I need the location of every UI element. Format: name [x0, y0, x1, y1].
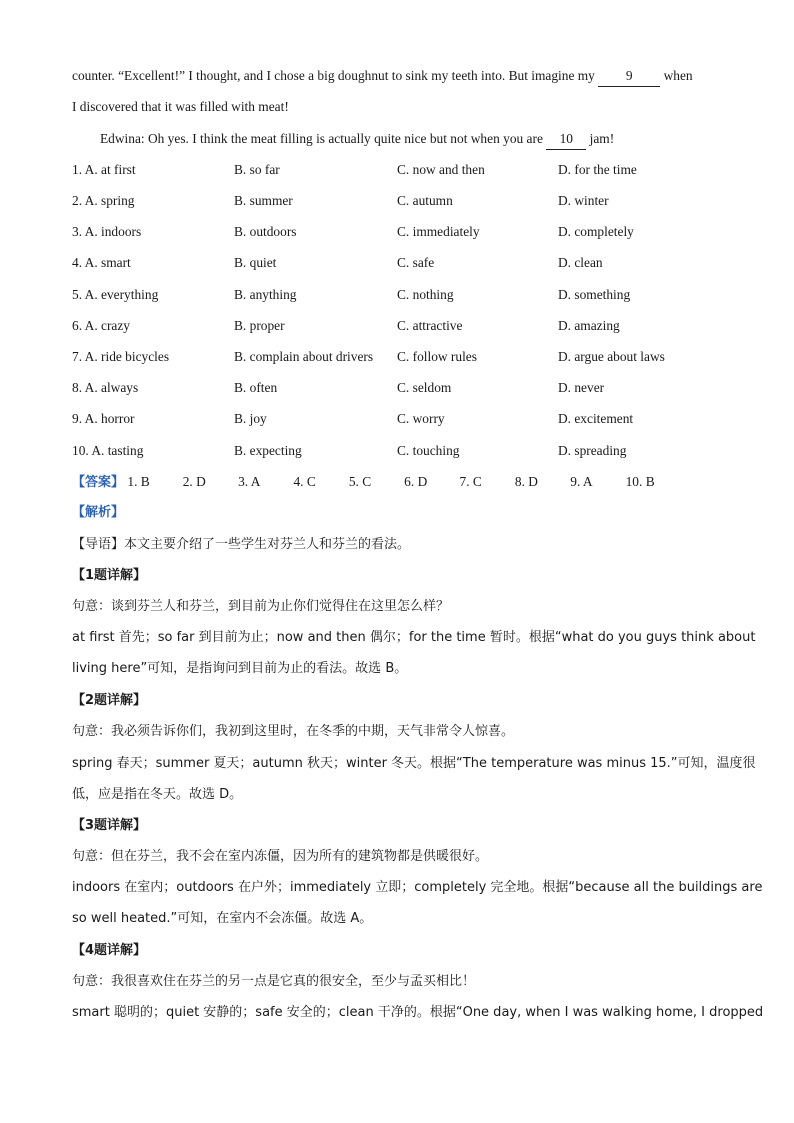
option-row: [72, 222, 732, 242]
option-a: 10. A. tasting: [72, 443, 144, 458]
option-a: 8. A. always: [72, 380, 139, 395]
option-a: 4. A. smart: [72, 255, 131, 270]
option-b: B. joy: [234, 411, 267, 426]
answer-item: 5. C: [348, 474, 372, 489]
detail-line: living here”可知，是指询问到目前为止的看法。故选 B。: [72, 661, 408, 676]
option-d: D. spreading: [558, 443, 627, 458]
option-a: 3. A. indoors: [72, 224, 142, 239]
detail-line: 句意：但在芬兰，我不会在室内冻僵，因为所有的建筑物都是供暖很好。: [72, 849, 489, 864]
option-row: [72, 160, 732, 180]
option-row: [72, 316, 732, 336]
option-b: B. quiet: [234, 255, 277, 270]
answer-item: 8. D: [514, 474, 538, 489]
option-row: [72, 285, 732, 305]
guide: [72, 535, 410, 555]
option-c: C. nothing: [397, 287, 454, 302]
option-b: B. summer: [234, 193, 293, 208]
option-c: C. follow rules: [397, 349, 477, 364]
option-d: D. winter: [558, 193, 609, 208]
option-c: C. attractive: [397, 318, 463, 333]
detail-heading-2: 【2题详解】: [72, 693, 147, 708]
answer-item: 7. C: [459, 474, 482, 489]
guide-label: 【导语】: [72, 537, 125, 552]
detail-line: spring 春天；summer 夏天；autumn 秋天；winter 冬天。根据“The temperature was minus 15.”可知，温度很: [72, 756, 756, 771]
passage-line-1-text: counter. “Excellent!” I thought, and I chose a big doughnut to sink my teeth into. But imagine my: [72, 68, 595, 83]
option-b: B. often: [234, 380, 278, 395]
detail-line: indoors 在室内；outdoors 在户外；immediately 立即；completely 完全地。根据“because all the buildings are: [72, 880, 763, 895]
option-row: [72, 378, 732, 398]
option-b: B. proper: [234, 318, 285, 333]
option-b: B. complain about drivers: [234, 349, 374, 364]
answer-item: 6. D: [404, 474, 428, 489]
option-d: D. excitement: [558, 411, 634, 426]
answer-item: 1. B: [127, 474, 150, 489]
answer-item: 2. D: [182, 474, 206, 489]
detail-line: 句意：我必须告诉你们，我初到这里时，在冬季的中期，天气非常令人惊喜。: [72, 724, 515, 739]
option-b: B. so far: [234, 162, 280, 177]
passage-line-3-text: Edwina: Oh yes. I think the meat filling is actually quite nice but not when you are: [100, 131, 543, 146]
option-d: D. completely: [558, 224, 634, 239]
passage-line-3: [100, 129, 722, 150]
option-c: C. touching: [397, 443, 460, 458]
answer-item: 3. A: [238, 474, 261, 489]
blank-9: 9: [598, 66, 660, 87]
detail-heading-4: 【4题详解】: [72, 943, 147, 958]
option-c: C. worry: [397, 411, 445, 426]
detail-heading-1: 【1题详解】: [72, 568, 147, 583]
passage-line-2: I discovered that it was filled with meat!: [72, 99, 289, 114]
guide-text: 本文主要介绍了一些学生对芬兰人和芬兰的看法。: [124, 537, 411, 552]
option-row: [72, 253, 732, 273]
passage-line-1: [72, 66, 722, 87]
option-a: 1. A. at first: [72, 162, 136, 177]
detail-line: at first 首先；so far 到目前为止；now and then 偶尔；for the time 暂时。根据“what do you guys think about: [72, 630, 756, 645]
passage-line-1-tail: when: [663, 68, 693, 83]
option-d: D. never: [558, 380, 605, 395]
option-c: C. now and then: [397, 162, 485, 177]
analysis-label: 【解析】: [72, 505, 125, 520]
option-a: 5. A. everything: [72, 287, 159, 302]
passage-line-3-tail: jam!: [589, 131, 615, 146]
option-c: C. seldom: [397, 380, 452, 395]
answer-label: 【答案】: [72, 475, 125, 490]
option-row: [72, 347, 732, 367]
option-row: [72, 441, 732, 461]
detail-line: 句意：谈到芬兰人和芬兰，到目前为止你们觉得住在这里怎么样？: [72, 599, 450, 614]
answer-item: 4. C: [293, 474, 316, 489]
option-a: 6. A. crazy: [72, 318, 131, 333]
option-b: B. outdoors: [234, 224, 297, 239]
option-a: 9. A. horror: [72, 411, 135, 426]
option-c: C. safe: [397, 255, 435, 270]
option-row: [72, 191, 732, 211]
option-b: B. expecting: [234, 443, 302, 458]
option-b: B. anything: [234, 287, 297, 302]
option-a: 7. A. ride bicycles: [72, 349, 170, 364]
detail-line: so well heated.”可知，在室内不会冻僵。故选 A。: [72, 911, 373, 926]
answer-key: [72, 472, 655, 493]
option-d: D. amazing: [558, 318, 620, 333]
option-row: [72, 409, 732, 429]
detail-line: 句意：我很喜欢住在芬兰的另一点是它真的很安全，至少与孟买相比！: [72, 974, 476, 989]
option-d: D. something: [558, 287, 631, 302]
option-d: D. for the time: [558, 162, 637, 177]
detail-line: 低，应是指在冬天。故选 D。: [72, 787, 243, 802]
answer-item: 10. B: [625, 474, 655, 489]
option-a: 2. A. spring: [72, 193, 135, 208]
option-d: D. argue about laws: [558, 349, 665, 364]
option-c: C. autumn: [397, 193, 453, 208]
option-c: C. immediately: [397, 224, 480, 239]
detail-heading-3: 【3题详解】: [72, 818, 147, 833]
blank-10: 10: [546, 129, 586, 150]
detail-line: smart 聪明的；quiet 安静的；safe 安全的；clean 干净的。根据“One day, when I was walking home, I dropped: [72, 1005, 764, 1020]
answer-item: 9. A: [570, 474, 593, 489]
option-d: D. clean: [558, 255, 603, 270]
